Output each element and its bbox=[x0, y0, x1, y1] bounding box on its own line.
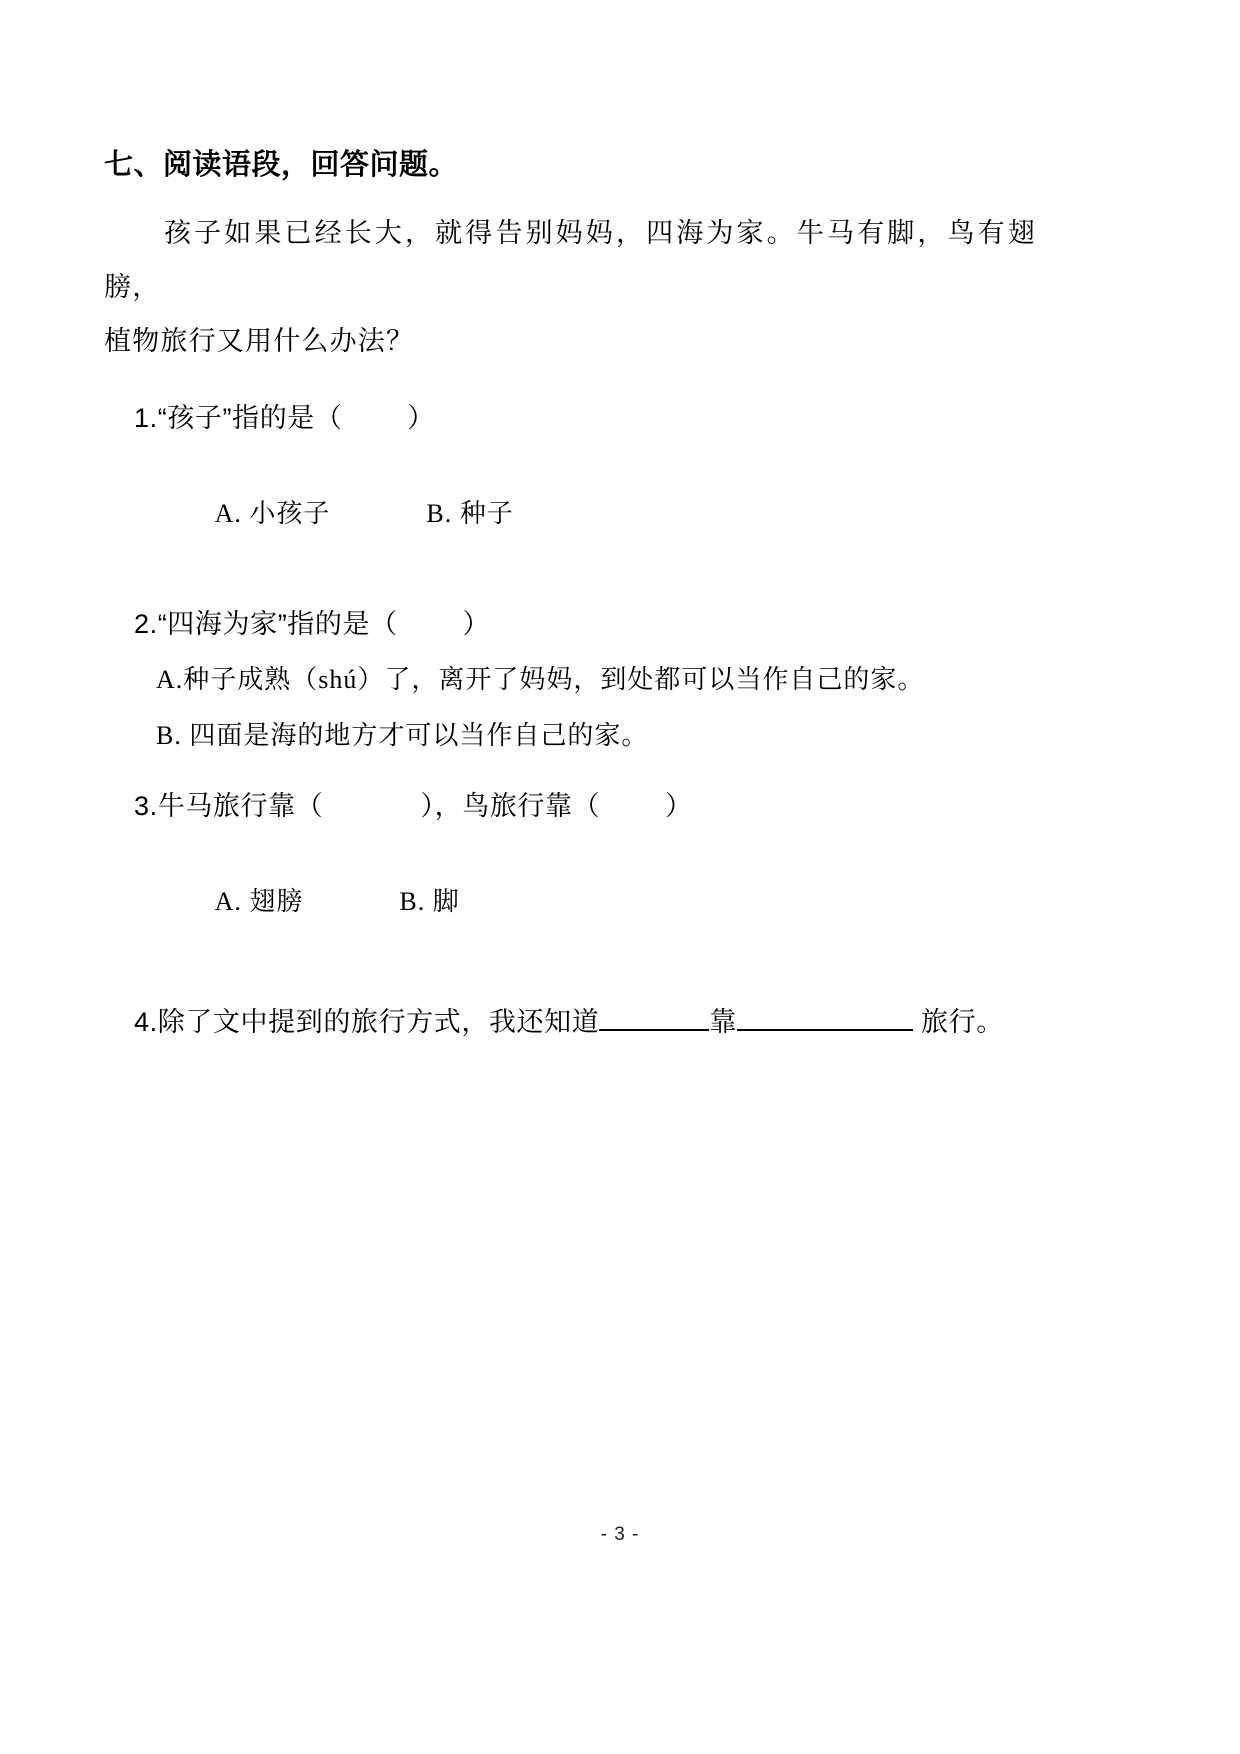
question-2-option-b[interactable]: B. 四面是海的地方才可以当作自己的家。 bbox=[156, 720, 649, 750]
page-number-footer: - 3 - bbox=[600, 1524, 640, 1545]
reading-passage bbox=[104, 206, 1036, 368]
question-3 bbox=[104, 786, 1036, 962]
question-3-options bbox=[104, 842, 1036, 962]
question-3-option-b[interactable]: B. 脚 bbox=[399, 886, 460, 916]
question-1-option-b[interactable]: B. 种子 bbox=[426, 498, 514, 528]
question-3-stem: 3.牛马旅行靠（ ），鸟旅行靠（ ） bbox=[134, 790, 693, 821]
question-4 bbox=[104, 1002, 1036, 1042]
question-2 bbox=[104, 604, 1036, 756]
question-4-text-part1: 4.除了文中提到的旅行方式，我还知道 bbox=[134, 1006, 600, 1037]
question-4-text-part2: 靠 bbox=[709, 1006, 737, 1037]
question-1-options bbox=[104, 454, 1036, 574]
section-heading: 七、阅读语段，回答问题。 bbox=[104, 149, 459, 181]
passage-line-1 bbox=[104, 206, 1036, 314]
passage-line-1-text: 孩子如果已经长大，就得告别妈妈，四海为家。牛马有脚，鸟有翅膀， bbox=[104, 217, 1036, 302]
question-2-option-a[interactable]: A.种子成熟（shú）了，离开了妈妈，到处都可以当作自己的家。 bbox=[156, 664, 925, 694]
question-2-stem: 2.“四海为家”指的是（ ） bbox=[134, 608, 491, 639]
question-4-blank-1[interactable] bbox=[599, 1003, 709, 1031]
page-content bbox=[104, 0, 1036, 1042]
passage-line-2: 植物旅行又用什么办法？ bbox=[104, 325, 415, 356]
question-1-stem: 1.“孩子”指的是（ ） bbox=[134, 402, 435, 433]
question-3-option-a[interactable]: A. 翅膀 bbox=[214, 886, 304, 916]
question-1-option-a[interactable]: A. 小孩子 bbox=[214, 498, 331, 528]
question-4-text-part3: 旅行。 bbox=[921, 1006, 1004, 1037]
question-4-blank-2[interactable] bbox=[737, 1003, 913, 1031]
question-1 bbox=[104, 398, 1036, 574]
